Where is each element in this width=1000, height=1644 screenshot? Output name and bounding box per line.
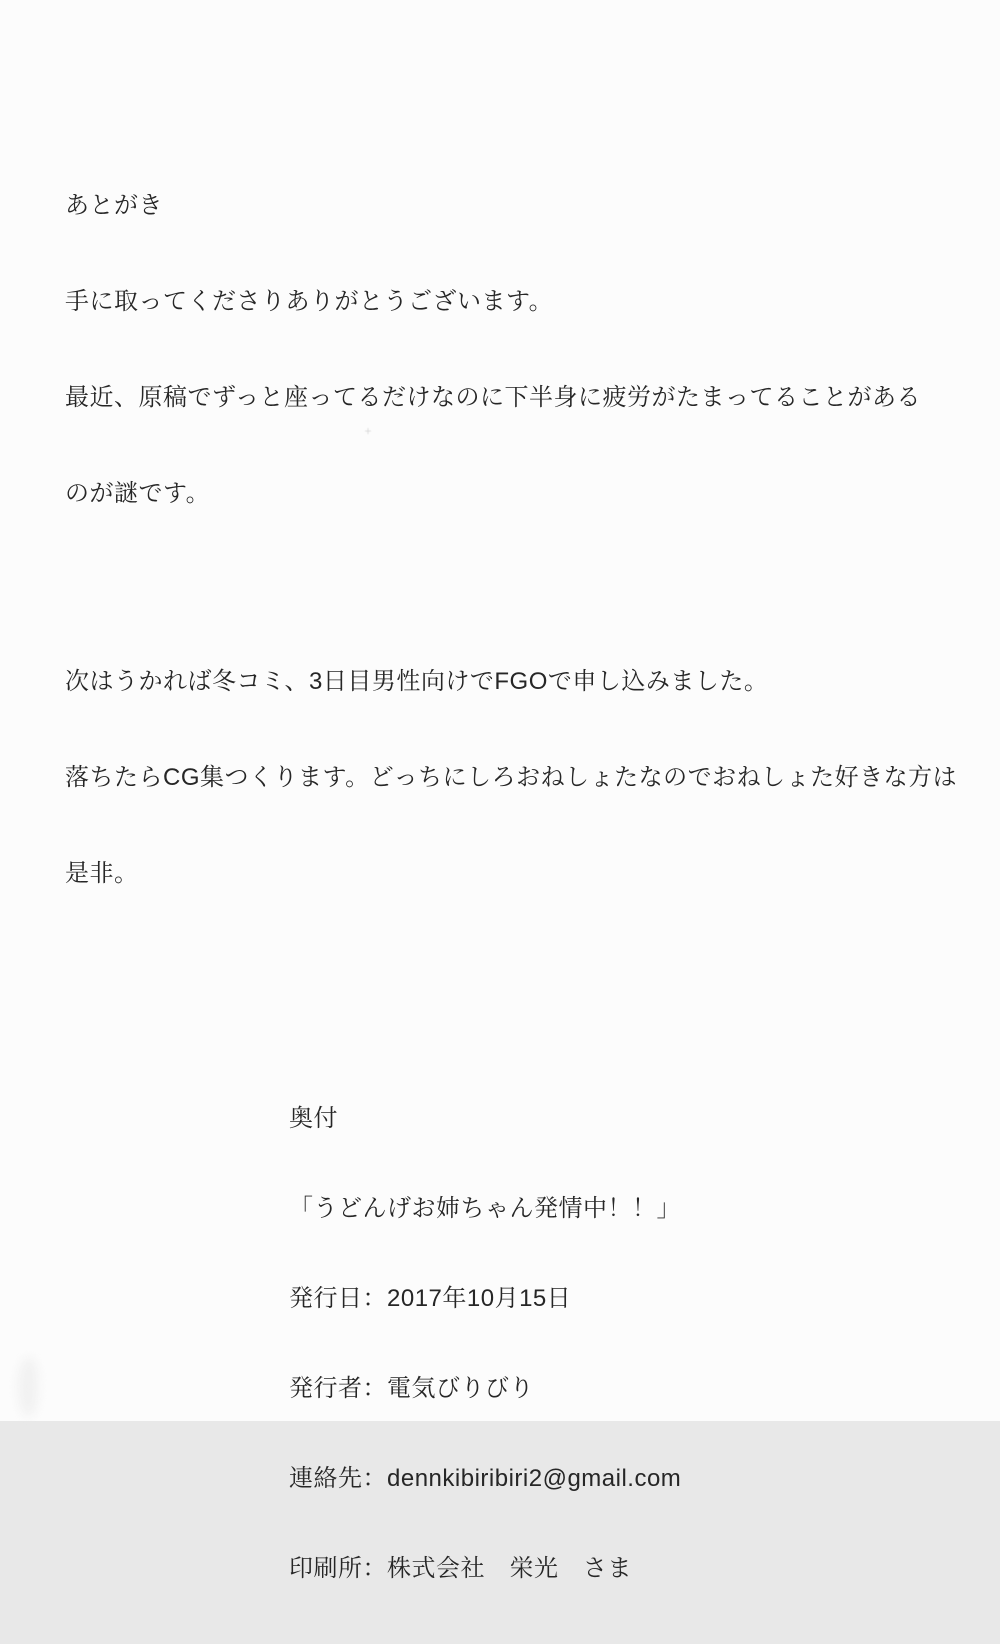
afterword-text-line: 是非。 (65, 860, 139, 887)
scan-artifact-plus-mark: + (364, 424, 372, 438)
colophon-publish-date: 発行日：2017年10月15日 (289, 1285, 572, 1312)
afterword-text-line: 最近、原稿でずっと座ってるだけなのに下半身に疲労がたまってることがある (65, 384, 922, 411)
colophon-section (289, 1044, 681, 1644)
afterword-text-line: のが謎です。 (65, 480, 211, 507)
scan-artifact-smudge (18, 1358, 38, 1416)
colophon-publisher: 発行者：電気びりびり (289, 1375, 534, 1402)
afterword-title: あとがき (65, 192, 163, 219)
afterword-text-line: 手に取ってくださりありがとうございます。 (65, 288, 554, 315)
afterword-text-line: 次はうかれば冬コミ、3日目男性向けでFGOで申し込みました。 (65, 668, 769, 695)
colophon-contact-email: 連絡先：dennkibiribiri2@gmail.com (289, 1465, 682, 1492)
colophon-heading: 奥付 (289, 1105, 338, 1132)
afterword-section (65, 126, 957, 954)
paragraph-gap (65, 574, 957, 602)
colophon-printer: 印刷所：株式会社 栄光 さま (289, 1555, 632, 1582)
colophon-book-title: 「うどんげお姉ちゃん発情中！！」 (289, 1195, 681, 1222)
afterword-text-line: 落ちたらCG集つくります。どっちにしろおねしょたなのでおねしょた好きな方は (65, 764, 958, 791)
